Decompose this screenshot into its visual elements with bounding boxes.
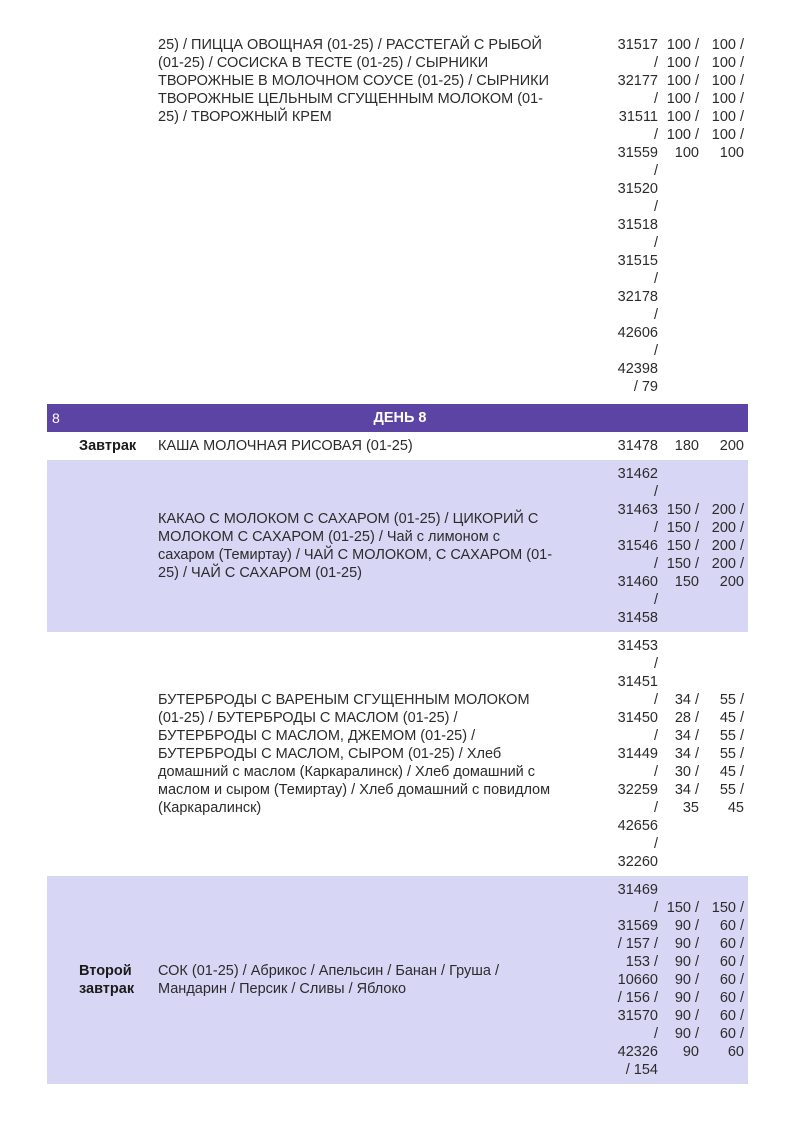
code-line: 31450 xyxy=(617,710,658,726)
dish-line: БУТЕРБРОДЫ С ВАРЕНЫМ СГУЩЕННЫМ МОЛОКОМ xyxy=(158,692,530,708)
code-line: / xyxy=(653,556,658,572)
weight-line: 200 / xyxy=(711,502,744,518)
code-cell xyxy=(608,632,658,876)
weight1-cell xyxy=(658,632,703,876)
weight-line: 60 / xyxy=(719,1026,744,1042)
code-line: 42398 xyxy=(617,361,658,377)
dish-cell xyxy=(158,36,608,404)
weight-line: 100 / xyxy=(711,37,744,53)
dish-line: 25) / ПИЦЦА ОВОЩНАЯ (01-25) / РАССТЕГАЙ С РЫБОЙ xyxy=(158,37,542,53)
weight-line: 150 xyxy=(674,574,699,590)
dish-line: БУТЕРБРОДЫ С МАСЛОМ, СЫРОМ (01-25) / Хлеб xyxy=(158,746,502,762)
code-line: 31517 xyxy=(617,37,658,53)
dish-line: ТВОРОЖНЫЕ ЦЕЛЬНЫМ СГУЩЕННЫМ МОЛОКОМ (01- xyxy=(158,91,544,107)
weight-line: 60 / xyxy=(719,936,744,952)
code-line: 31451 xyxy=(617,674,658,690)
weight-line: 200 xyxy=(719,574,744,590)
code-line: / xyxy=(653,91,658,107)
code-line: / xyxy=(653,127,658,143)
weight-line: 60 / xyxy=(719,918,744,934)
weight-line: 200 / xyxy=(711,556,744,572)
table-row xyxy=(47,36,748,404)
code-line: 31515 xyxy=(617,253,658,269)
weight1-cell xyxy=(658,36,703,404)
dish-line: (01-25) / БУТЕРБРОДЫ С МАСЛОМ (01-25) / xyxy=(158,710,458,726)
code-line: 31546 xyxy=(617,538,658,554)
code-line: / xyxy=(653,307,658,323)
weight-line: 60 / xyxy=(719,990,744,1006)
weight-line: 90 / xyxy=(674,1026,699,1042)
code-line: 31469 xyxy=(617,882,658,898)
weight-line: 150 / xyxy=(666,900,699,916)
code-line: / xyxy=(653,900,658,916)
weight-line: 200 / xyxy=(711,538,744,554)
code-line: 31463 xyxy=(617,502,658,518)
weight-line: 60 xyxy=(727,1044,744,1060)
dish-line: сахаром (Темиртау) / ЧАЙ С МОЛОКОМ, С САХАРОМ (01- xyxy=(158,547,553,563)
dish-line: БУТЕРБРОДЫ С МАСЛОМ, ДЖЕМОМ (01-25) / xyxy=(158,728,476,744)
weight-line: 55 / xyxy=(719,692,744,708)
code-line: 42326 xyxy=(617,1044,658,1060)
code-line: 31511 xyxy=(618,109,658,125)
weight1-cell xyxy=(658,460,703,632)
code-line: 31569 xyxy=(617,918,658,934)
weight-line: 150 / xyxy=(711,900,744,916)
code-cell xyxy=(608,460,658,632)
weight2-cell xyxy=(703,460,748,632)
dish-cell xyxy=(158,876,608,1084)
weight-line: 150 / xyxy=(666,502,699,518)
dish-line: 25) / ЧАЙ С САХАРОМ (01-25) xyxy=(158,565,362,581)
code-line: 31458 xyxy=(617,610,658,626)
code-line: 31462 xyxy=(617,466,658,482)
meal-label: Завтрак xyxy=(79,438,137,454)
weight2-cell xyxy=(703,632,748,876)
code-line: 31559 xyxy=(617,145,658,161)
code-line: / xyxy=(653,692,658,708)
weight-line: 90 xyxy=(682,1044,699,1060)
day-title: ДЕНЬ 8 xyxy=(373,410,427,426)
dish-line: домашний с маслом (Каркаралинск) / Хлеб домашний с xyxy=(158,764,536,780)
table-row xyxy=(47,876,748,1084)
weight-line: 90 / xyxy=(674,954,699,970)
dish-line: Мандарин / Персик / Сливы / Яблоко xyxy=(158,981,407,997)
weight-line: 100 / xyxy=(711,109,744,125)
code-line: 32260 xyxy=(617,854,658,870)
weight-line: 90 / xyxy=(674,972,699,988)
code-line: / xyxy=(653,764,658,780)
weight2-cell xyxy=(703,432,748,460)
weight-line: 100 / xyxy=(666,73,699,89)
weight-line: 100 / xyxy=(666,37,699,53)
weight-line: 180 xyxy=(674,438,699,454)
weight-line: 45 / xyxy=(719,710,744,726)
code-line: 31460 xyxy=(617,574,658,590)
weight-line: 35 xyxy=(682,800,699,816)
weight2-cell xyxy=(703,36,748,404)
weight2-cell xyxy=(703,876,748,1084)
weight-line: 100 xyxy=(719,145,744,161)
code-line: 42656 xyxy=(617,818,658,834)
dish-line: СОК (01-25) / Абрикос / Апельсин / Банан / Груша / xyxy=(158,963,500,979)
menu-table xyxy=(47,36,748,1084)
weight-line: 34 / xyxy=(674,782,699,798)
code-line: 153 / xyxy=(625,954,658,970)
code-line: 32259 xyxy=(617,782,658,798)
weight-line: 55 / xyxy=(719,746,744,762)
weight-line: 34 / xyxy=(674,728,699,744)
code-line: / 157 / xyxy=(617,936,658,952)
code-line: / xyxy=(653,484,658,500)
weight-line: 100 / xyxy=(711,91,744,107)
code-line: / xyxy=(653,163,658,179)
meal-cell xyxy=(52,876,158,1084)
table-row xyxy=(47,632,748,876)
weight-line: 100 / xyxy=(666,127,699,143)
weight-line: 45 / xyxy=(719,764,744,780)
code-line: / xyxy=(653,728,658,744)
dish-line: маслом и сыром (Темиртау) / Хлеб домашний с повидлом xyxy=(158,782,551,798)
weight-line: 200 xyxy=(719,438,744,454)
weight-line: 90 / xyxy=(674,936,699,952)
code-line: 42606 xyxy=(617,325,658,341)
weight-line: 60 / xyxy=(719,954,744,970)
weight-line: 100 / xyxy=(711,73,744,89)
weight-line: 100 xyxy=(674,145,699,161)
code-line: 31478 xyxy=(617,438,658,454)
weight-line: 34 / xyxy=(674,746,699,762)
code-cell xyxy=(608,876,658,1084)
dish-cell xyxy=(158,432,608,460)
code-line: 31453 xyxy=(617,638,658,654)
weight-line: 90 / xyxy=(674,1008,699,1024)
table-row xyxy=(47,460,748,632)
dish-line: КАКАО С МОЛОКОМ С САХАРОМ (01-25) / ЦИКОРИЙ С xyxy=(158,511,539,527)
weight-line: 34 / xyxy=(674,692,699,708)
code-line: / xyxy=(653,656,658,672)
code-line: / xyxy=(653,520,658,536)
code-line: / xyxy=(653,55,658,71)
weight-line: 150 / xyxy=(666,520,699,536)
code-line: / xyxy=(653,800,658,816)
code-cell xyxy=(608,432,658,460)
weight1-cell xyxy=(658,432,703,460)
code-line: / xyxy=(653,199,658,215)
weight-line: 100 / xyxy=(711,55,744,71)
code-line: / 156 / xyxy=(617,990,658,1006)
weight-line: 55 / xyxy=(719,728,744,744)
weight-line: 28 / xyxy=(674,710,699,726)
weight1-cell xyxy=(658,876,703,1084)
weight-line: 60 / xyxy=(719,972,744,988)
weight-line: 90 / xyxy=(674,990,699,1006)
weight-line: 100 / xyxy=(666,91,699,107)
weight-line: 60 / xyxy=(719,1008,744,1024)
code-line: 31449 xyxy=(617,746,658,762)
code-line: 32178 xyxy=(617,289,658,305)
code-line: / xyxy=(653,235,658,251)
code-line: 31518 xyxy=(617,217,658,233)
meal-cell xyxy=(52,36,158,404)
dish-line: КАША МОЛОЧНАЯ РИСОВАЯ (01-25) xyxy=(158,438,413,454)
weight-line: 150 / xyxy=(666,538,699,554)
meal-label: завтрак xyxy=(79,981,135,997)
code-line: / 154 xyxy=(625,1062,658,1078)
weight-line: 45 xyxy=(727,800,744,816)
table-row xyxy=(47,432,748,460)
day-number: 8 xyxy=(52,410,60,426)
code-cell xyxy=(608,36,658,404)
dish-cell xyxy=(158,460,608,632)
dish-line: (01-25) / СОСИСКА В ТЕСТЕ (01-25) / СЫРНИКИ xyxy=(158,55,489,71)
code-line: / 79 xyxy=(633,379,658,395)
weight-line: 200 / xyxy=(711,520,744,536)
code-line: 31570 xyxy=(617,1008,658,1024)
meal-cell xyxy=(52,432,158,460)
dish-line: МОЛОКОМ С САХАРОМ (01-25) / Чай с лимоном с xyxy=(158,529,500,545)
code-line: 32177 xyxy=(617,73,658,89)
dish-line: 25) / ТВОРОЖНЫЙ КРЕМ xyxy=(158,109,332,125)
code-line: / xyxy=(653,1026,658,1042)
weight-line: 100 / xyxy=(666,55,699,71)
meal-cell xyxy=(52,632,158,876)
code-line: / xyxy=(653,343,658,359)
code-line: 31520 xyxy=(617,181,658,197)
code-line: / xyxy=(653,836,658,852)
weight-line: 90 / xyxy=(674,918,699,934)
weight-line: 100 / xyxy=(711,127,744,143)
weight-line: 30 / xyxy=(674,764,699,780)
weight-line: 100 / xyxy=(666,109,699,125)
day-header xyxy=(47,404,748,432)
weight-line: 55 / xyxy=(719,782,744,798)
weight-line: 150 / xyxy=(666,556,699,572)
code-line: / xyxy=(653,592,658,608)
code-line: / xyxy=(653,271,658,287)
meal-label: Второй xyxy=(79,963,132,979)
dish-line: (Каркаралинск) xyxy=(158,800,262,816)
meal-cell xyxy=(52,460,158,632)
dish-line: ТВОРОЖНЫЕ В МОЛОЧНОМ СОУСЕ (01-25) / СЫРНИКИ xyxy=(158,73,549,89)
code-line: 10660 xyxy=(617,972,658,988)
dish-cell xyxy=(158,632,608,876)
